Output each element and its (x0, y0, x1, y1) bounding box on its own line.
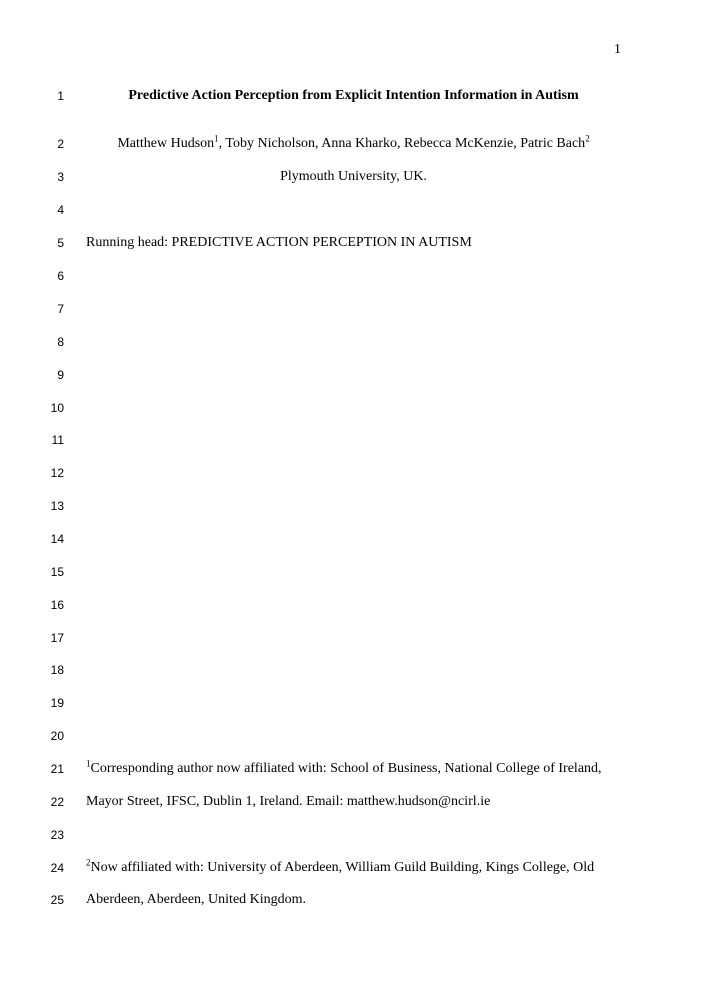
line-number: 18 (50, 663, 64, 677)
line-number: 6 (57, 269, 64, 283)
line-number: 20 (50, 729, 64, 743)
line-number: 9 (57, 368, 64, 382)
line-number: 21 (50, 762, 64, 776)
page-number: 1 (614, 42, 621, 57)
line-number: 1 (57, 89, 64, 103)
affiliation-marker: 1 (214, 133, 219, 144)
line-number: 8 (57, 335, 64, 349)
line-number: 11 (51, 433, 64, 447)
line-number: 10 (50, 401, 64, 415)
footnote-1-line-1 (86, 758, 602, 777)
line-number: 23 (50, 828, 64, 842)
footnote-text: Corresponding author now affiliated with: School of Business, National College of Ireland, (90, 761, 602, 776)
line-number: 12 (50, 466, 64, 480)
line-number: 17 (50, 631, 64, 645)
affiliation: Plymouth University, UK. (280, 169, 427, 184)
line-number: 5 (57, 236, 64, 250)
footnote-marker: 2 (86, 857, 91, 868)
footnote-2-line-2: Aberdeen, Aberdeen, United Kingdom. (86, 892, 307, 907)
footnote-marker: 1 (86, 758, 91, 769)
author-names: , Toby Nicholson, Anna Kharko, Rebecca McKenzie, Patric Bach (218, 136, 586, 151)
footnote-2-line-1 (86, 857, 595, 876)
line-number: 3 (57, 170, 64, 184)
footnote-text: Now affiliated with: University of Aberdeen, William Guild Building, Kings College, Old (90, 860, 595, 875)
line-number: 2 (57, 137, 64, 151)
line-number: 15 (50, 565, 64, 579)
line-number: 25 (50, 893, 64, 907)
footnote-1-line-2: Mayor Street, IFSC, Dublin 1, Ireland. Email: matthew.hudson@ncirl.ie (86, 794, 491, 809)
line-number: 24 (50, 861, 64, 875)
author-list (86, 133, 621, 152)
paper-title: Predictive Action Perception from Explicit Intention Information in Autism (128, 88, 579, 103)
line-number: 4 (57, 203, 64, 217)
running-head: Running head: PREDICTIVE ACTION PERCEPTION IN AUTISM (86, 235, 472, 250)
line-number: 13 (50, 499, 64, 513)
line-number: 16 (50, 598, 64, 612)
line-number: 22 (50, 795, 64, 809)
line-number: 7 (57, 302, 64, 316)
line-number: 14 (50, 532, 64, 546)
author-name: Matthew Hudson (117, 136, 215, 151)
line-number: 19 (50, 696, 64, 710)
affiliation-marker: 2 (585, 133, 590, 144)
